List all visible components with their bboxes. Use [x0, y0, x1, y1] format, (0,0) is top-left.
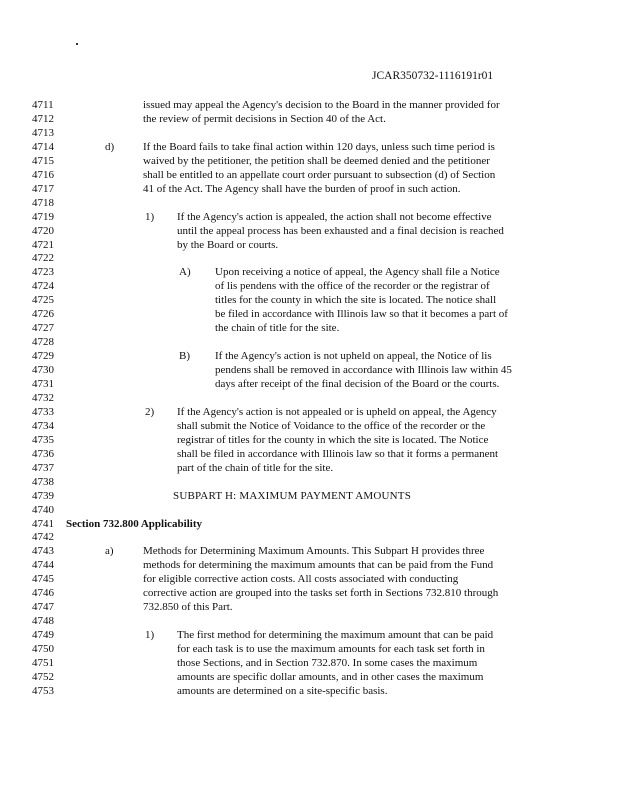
line-text: until the appeal process has been exhausted and a final decision is reached: [177, 224, 504, 237]
line-number: 4715: [32, 154, 54, 167]
line-text: for each task is to use the maximum amounts for each task set forth in: [177, 643, 485, 656]
line-text: shall be filed in accordance with Illinois law so that it forms a permanent: [177, 447, 499, 460]
subsection-label: 2): [145, 405, 155, 418]
document-line: [0, 98, 618, 112]
line-text: by the Board or courts.: [177, 238, 279, 251]
line-number: 4732: [32, 391, 54, 404]
line-number: 4745: [32, 573, 54, 586]
line-text: Upon receiving a notice of appeal, the Agency shall file a Notice: [215, 266, 500, 279]
line-number: 4730: [32, 364, 54, 377]
line-text: the review of permit decisions in Section 40 of the Act.: [143, 112, 386, 125]
document-line: [0, 558, 618, 572]
line-text: registrar of titles for the county in which the site is located. The Notice: [177, 433, 489, 446]
document-line: [0, 530, 618, 544]
line-number: 4741: [32, 517, 54, 530]
line-text: waived by the petitioner, the petition shall be deemed denied and the petitioner: [143, 154, 490, 167]
document-line: [0, 363, 618, 377]
line-text: 732.850 of this Part.: [143, 601, 233, 614]
line-number: 4723: [32, 266, 54, 279]
line-number: 4724: [32, 280, 54, 293]
document-line: [0, 154, 618, 168]
document-line: [0, 544, 618, 558]
scan-speck: [76, 43, 78, 45]
line-number: 4725: [32, 294, 54, 307]
line-text: Methods for Determining Maximum Amounts. This Subpart H provides three: [143, 545, 485, 558]
line-number: 4711: [32, 99, 54, 111]
line-text: methods for determining the maximum amounts that can be paid from the Fund: [143, 559, 494, 572]
subsection-label: B): [179, 350, 190, 363]
line-text: days after receipt of the final decision of the Board or the courts.: [215, 378, 500, 390]
document-line: [0, 517, 618, 531]
line-number: 4721: [32, 238, 54, 251]
line-text: those Sections, and in Section 732.870. In some cases the maximum: [177, 657, 478, 669]
line-number: 4750: [32, 643, 54, 656]
line-number: 4736: [32, 447, 54, 460]
line-number: 4729: [32, 350, 54, 363]
line-number: 4718: [32, 196, 54, 209]
document-line: [0, 586, 618, 600]
subpart-heading: SUBPART H: MAXIMUM PAYMENT AMOUNTS: [173, 489, 412, 502]
line-number: 4744: [32, 559, 54, 572]
line-number: 4716: [32, 168, 54, 181]
document-line: [0, 670, 618, 684]
line-number: 4719: [32, 210, 54, 223]
document-line: [0, 447, 618, 461]
line-text: titles for the county in which the site is located. The notice shall: [215, 294, 497, 307]
document-line: [0, 642, 618, 656]
document-line: [0, 238, 618, 252]
subsection-label: 1): [145, 210, 155, 223]
document-line: [0, 126, 618, 140]
line-text: If the Agency's action is not upheld on appeal, the Notice of lis: [215, 350, 492, 363]
line-number: 4720: [32, 224, 54, 237]
line-number: 4753: [32, 684, 54, 697]
line-text: part of the chain of title for the site.: [177, 461, 334, 474]
document-line: [0, 600, 618, 614]
document-line: [0, 405, 618, 419]
line-number: 4742: [32, 531, 54, 544]
line-text: The first method for determining the maximum amount that can be paid: [177, 629, 494, 642]
document-line: [0, 614, 618, 628]
document-line: [0, 265, 618, 279]
line-text: corrective action are grouped into the tasks set forth in Sections 732.810 through: [143, 587, 499, 600]
document-line: [0, 628, 618, 642]
document-line: [0, 196, 618, 210]
line-number: 4737: [32, 461, 54, 474]
document-line: [0, 168, 618, 182]
document-line: [0, 684, 618, 698]
line-number: 4731: [32, 378, 54, 390]
line-number: 4727: [32, 322, 54, 335]
line-text: of lis pendens with the office of the recorder or the registrar of: [215, 280, 490, 293]
document-line: [0, 572, 618, 586]
line-number: 4749: [32, 629, 54, 642]
document-line: [0, 293, 618, 307]
line-number: 4722: [32, 252, 54, 265]
line-number: 4728: [32, 336, 54, 349]
line-text: shall be entitled to an appellate court order pursuant to subsection (d) of Section: [143, 168, 496, 181]
document-line: [0, 433, 618, 447]
document-line: [0, 391, 618, 405]
line-number: 4751: [32, 657, 54, 669]
document-line: [0, 210, 618, 224]
line-number: 4743: [32, 545, 54, 558]
line-number: 4752: [32, 670, 54, 683]
document-line: [0, 656, 618, 670]
line-number: 4738: [32, 475, 54, 488]
document-line: [0, 335, 618, 349]
document-line: [0, 224, 618, 238]
line-number: 4746: [32, 587, 54, 600]
subsection-label: A): [179, 266, 191, 279]
line-text: If the Board fails to take final action within 120 days, unless such time period is: [143, 140, 495, 153]
document-line: [0, 182, 618, 196]
document-line: [0, 112, 618, 126]
line-number: 4714: [32, 140, 54, 153]
document-line: [0, 349, 618, 363]
line-text: If the Agency's action is not appealed or is upheld on appeal, the Agency: [177, 405, 497, 418]
document-line: [0, 461, 618, 475]
line-number: 4735: [32, 433, 54, 446]
subsection-label: a): [105, 545, 114, 558]
line-number: 4734: [32, 419, 54, 432]
line-number: 4726: [32, 308, 54, 321]
line-number: 4712: [32, 112, 54, 125]
line-number: 4739: [32, 489, 54, 502]
document-id-header: JCAR350732-1116191r01: [372, 70, 494, 82]
document-line: [0, 251, 618, 265]
document-line: [0, 503, 618, 517]
document-line: [0, 419, 618, 433]
subsection-label: d): [105, 140, 115, 153]
line-number: 4748: [32, 615, 54, 628]
line-text: amounts are specific dollar amounts, and in other cases the maximum: [177, 670, 484, 683]
document-line: [0, 489, 618, 503]
document-line: [0, 279, 618, 293]
line-text: pendens shall be removed in accordance with Illinois law within 45: [215, 364, 512, 377]
line-number: 4713: [32, 126, 54, 139]
line-number: 4717: [32, 182, 54, 195]
document-line: [0, 307, 618, 321]
line-number: 4740: [32, 503, 54, 516]
line-text: issued may appeal the Agency's decision to the Board in the manner provided for: [143, 99, 500, 111]
subsection-label: 1): [145, 629, 155, 642]
line-text: If the Agency's action is appealed, the action shall not become effective: [177, 210, 492, 223]
line-number: 4733: [32, 405, 54, 418]
line-text: be filed in accordance with Illinois law so that it becomes a part of: [215, 308, 508, 321]
document-line: [0, 321, 618, 335]
line-text: 41 of the Act. The Agency shall have the burden of proof in such action.: [143, 182, 461, 195]
line-text: the chain of title for the site.: [215, 322, 340, 335]
document-line: [0, 140, 618, 154]
section-heading: Section 732.800 Applicability: [66, 517, 202, 530]
document-line: [0, 475, 618, 489]
line-text: amounts are determined on a site-specific basis.: [177, 684, 388, 697]
line-number: 4747: [32, 601, 54, 614]
document-line: [0, 377, 618, 391]
line-text: for eligible corrective action costs. All costs associated with conducting: [143, 573, 459, 586]
line-text: shall submit the Notice of Voidance to the office of the recorder or the: [177, 419, 486, 432]
